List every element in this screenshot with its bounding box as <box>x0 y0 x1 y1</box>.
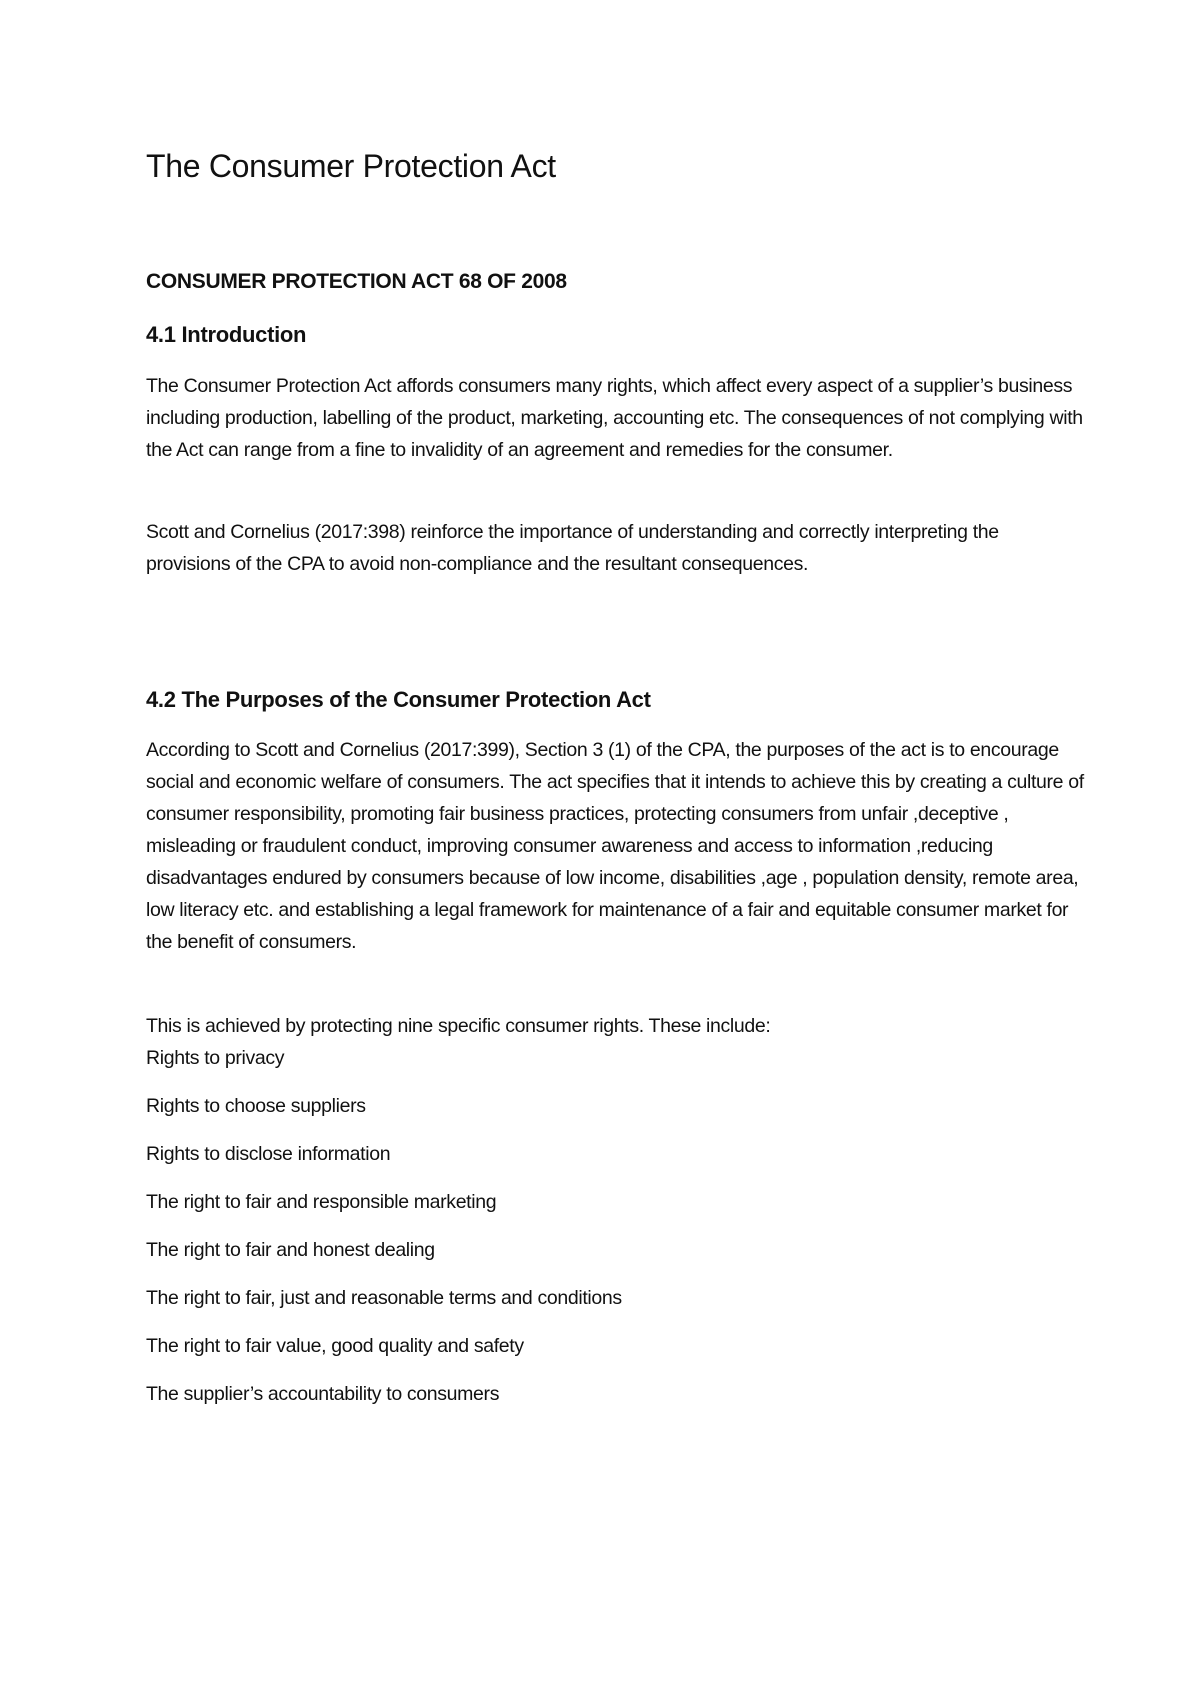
list-item: Rights to disclose information <box>146 1143 391 1165</box>
section-heading-purposes: 4.2 The Purposes of the Consumer Protection Act <box>146 687 651 712</box>
list-item: Rights to privacy <box>146 1047 285 1069</box>
document-title: The Consumer Protection Act <box>146 148 556 184</box>
section-heading-introduction: 4.1 Introduction <box>146 322 307 347</box>
purposes-paragraph: This is achieved by protecting nine specific consumer rights. These include: <box>146 1015 771 1037</box>
introduction-paragraph: Scott and Cornelius (2017:398) reinforce the importance of understanding and correctly interpreting the provisions of the CPA to avoid non-compliance and the resultant consequences. <box>146 521 999 575</box>
list-item: The right to fair and honest dealing <box>146 1239 435 1261</box>
list-item: The right to fair value, good quality and safety <box>146 1335 524 1357</box>
list-item: The supplier’s accountability to consumers <box>146 1383 500 1405</box>
act-heading: CONSUMER PROTECTION ACT 68 OF 2008 <box>146 270 567 293</box>
list-item: The right to fair, just and reasonable terms and conditions <box>146 1287 622 1309</box>
purposes-paragraph: According to Scott and Cornelius (2017:399), Section 3 (1) of the CPA, the purposes of the act is to encourage social and economic welfare of consumers. The act specifies that it intends to achieve this by creating a culture of consumer responsibility, promoting fair business practices, protecting consumers from unfair ,deceptive , misleading or fraudulent conduct, improving consumer awareness and access to information ,reducing disadvantages endured by consumers because of low income, disabilities ,age , population density, remote area, low literacy etc. and establishing a legal framework for maintenance of a fair and equitable consumer market for the benefit of consumers. <box>146 739 1084 953</box>
list-item: Rights to choose suppliers <box>146 1095 366 1117</box>
consumer-rights-list <box>146 1042 622 1426</box>
introduction-paragraph: The Consumer Protection Act affords consumers many rights, which affect every aspect of a supplier’s business including production, labelling of the product, marketing, accounting etc. The consequences of not complying with the Act can range from a fine to invalidity of an agreement and remedies for the consumer. <box>146 375 1083 461</box>
list-item: The right to fair and responsible marketing <box>146 1191 497 1213</box>
